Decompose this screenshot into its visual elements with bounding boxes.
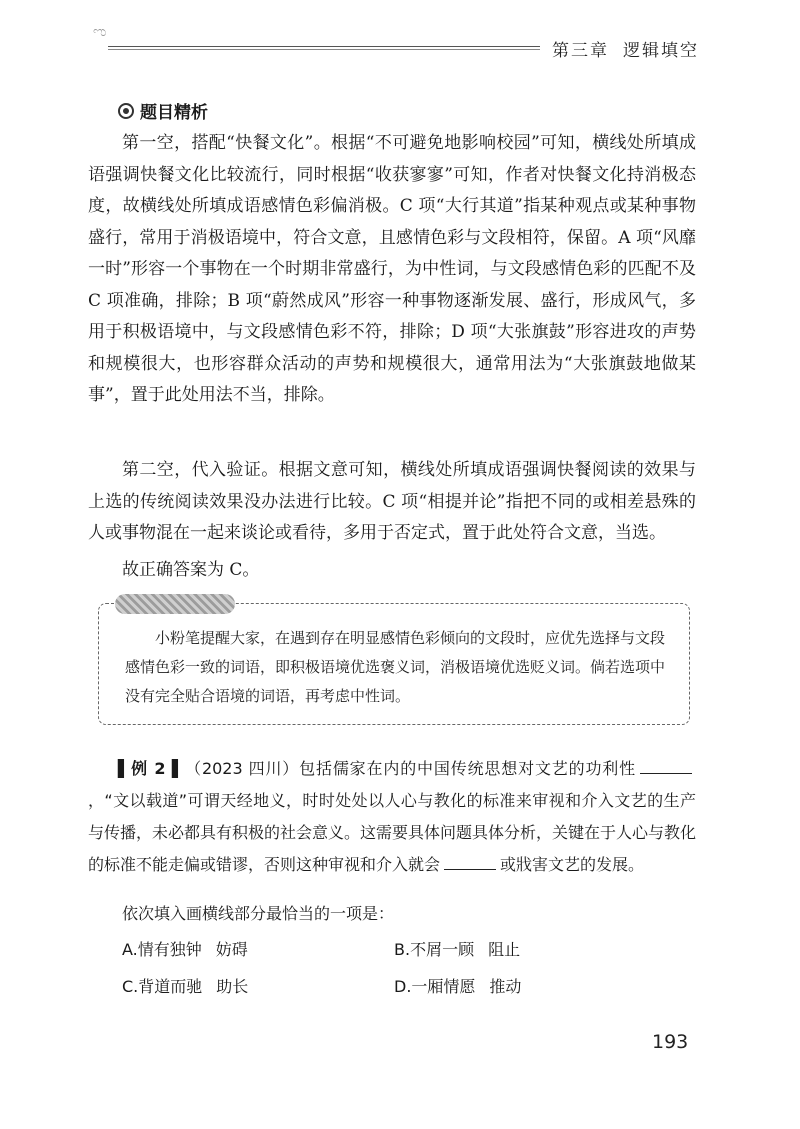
header-rule-thin [108, 49, 540, 50]
option-letter: C. [122, 977, 139, 996]
example-text-before: 包括儒家在内的中国传统思想对文艺的功利性 [299, 759, 636, 778]
tip-box [98, 603, 690, 725]
option-word-1: 不屑一顾 [410, 940, 475, 959]
option-letter: A. [122, 940, 138, 959]
section-heading [118, 98, 208, 123]
example-text-middle: ，“文以载道”可谓天经地义，时时处处以人心与教化的标准来审视和介入文艺的生产与传播，未必都具有积极的社会意义。这需要具体问题具体分析，关键在于人心与教化的标准不能走偏或错谬，否则这种审视和介入就会 [88, 791, 697, 874]
gear-icon [118, 103, 134, 119]
option-word-2: 推动 [489, 977, 522, 996]
option-a [122, 937, 248, 960]
answer-blank-2 [444, 855, 496, 870]
example-question [88, 753, 696, 881]
answer-blank-1 [640, 759, 692, 774]
book-logo-icon: ಌ [93, 24, 107, 40]
example-source: （2023 四川） [184, 759, 300, 778]
answer-paragraph: 故正确答案为 C。 [122, 560, 260, 580]
option-word-2: 妨碍 [215, 940, 248, 959]
analysis-paragraph-2: 第二空，代入验证。根据文意可知，横线处所填成语强调快餐阅读的效果与上选的传统阅读效果没办法进行比较。C 项“相提并论”指把不同的或相差悬殊的人或事物混在一起来谈论或看待，多用于否定式，置于此处符合文意，当选。 [88, 460, 696, 543]
chapter-title: 逻辑填空 [623, 41, 699, 61]
option-b [394, 937, 520, 960]
section-title: 题目精析 [140, 103, 208, 123]
chapter-number: 第三章 [552, 41, 609, 61]
option-word-1: 情有独钟 [137, 940, 202, 959]
header-rule [108, 46, 540, 47]
option-word-1: 背道而驰 [138, 977, 203, 996]
page-number: 193 [652, 1031, 689, 1053]
option-word-1: 一厢情愿 [411, 977, 476, 996]
question-prompt: 依次填入画横线部分最恰当的一项是： [122, 904, 395, 923]
option-c [122, 974, 248, 997]
example-label: ▌例 2 ▌ [118, 759, 185, 778]
tip-text: 小粉笔提醒大家，在遇到存在明显感情色彩倾向的文段时，应优先选择与文段感情色彩一致的词语，即积极语境优选褒义词，消极语境优选贬义词。倘若选项中没有完全贴合语境的词语，再考虑中性词。 [125, 629, 666, 705]
option-letter: D. [394, 977, 412, 996]
tip-badge-icon [115, 594, 235, 614]
example-text-after: 或戕害文艺的发展。 [500, 855, 645, 874]
option-letter: B. [394, 940, 411, 959]
analysis-paragraph-1: 第一空，搭配“快餐文化”。根据“不可避免地影响校园”可知，横线处所填成语强调快餐文化比较流行，同时根据“收获寥寥”可知，作者对快餐文化持消极态度，故横线处所填成语感情色彩偏消极。C 项“大行其道”指某种观点或某种事物盛行，常用于消极语境中，符合文意，且感情色彩与文段相符，保留。A 项“风靡一时”形容一个事物在一个时期非常盛行，为中性词，与文段感情色彩的匹配不及 C 项准确，排除；B 项“蔚然成风”形容一种事物逐渐发展、盛行，形成风气，多用于积极语境中，与文段感情色彩不符，排除；D 项“大张旗鼓”形容进攻的声势和规模很大，也形容群众活动的声势和规模很大，通常用法为“大张旗鼓地做某事”，置于此处用法不当，排除。 [88, 133, 696, 405]
page-header [0, 0, 800, 70]
option-word-2: 助长 [216, 977, 249, 996]
option-d [394, 974, 521, 997]
chapter-heading [552, 36, 699, 61]
option-word-2: 阻止 [488, 940, 521, 959]
